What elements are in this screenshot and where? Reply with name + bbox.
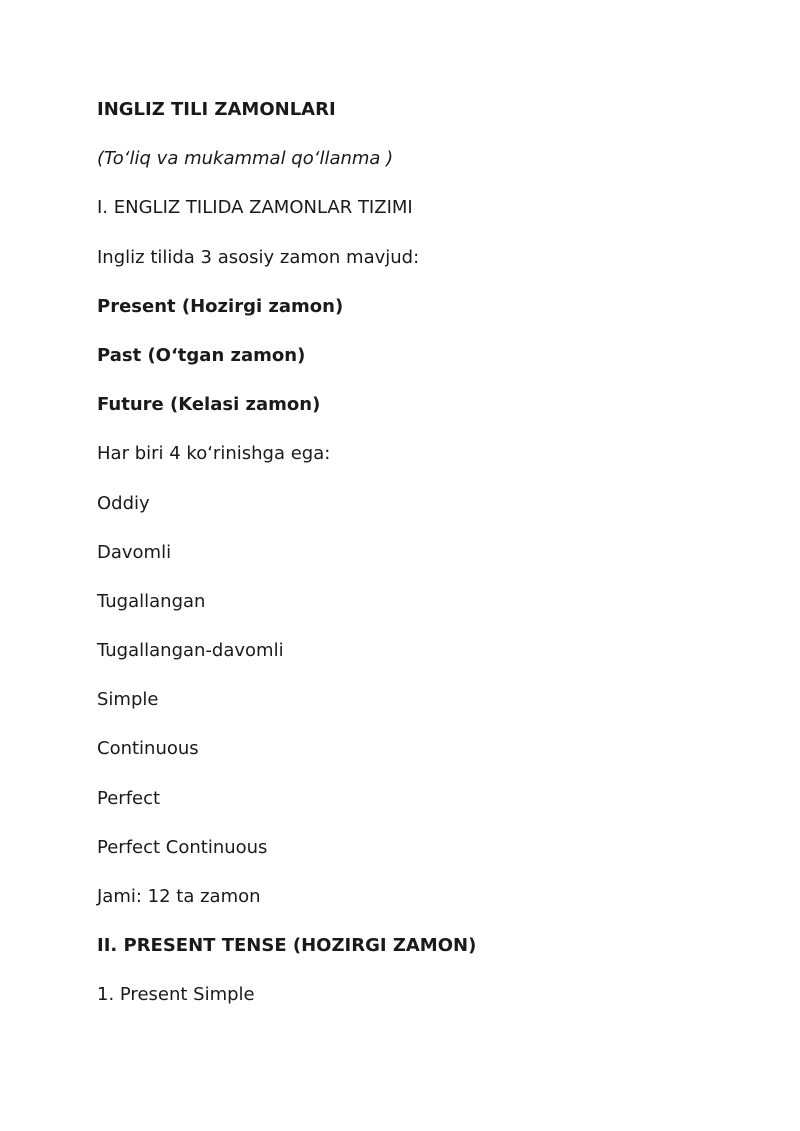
total-paragraph: Jami: 12 ta zamon: [97, 886, 261, 907]
document-body: [97, 97, 747, 1032]
section-heading-2: II. PRESENT TENSE (HOZIRGI ZAMON): [97, 935, 477, 957]
aspect-en-item: Perfect Continuous: [97, 836, 268, 858]
tense-item-present: Present (Hozirgi zamon): [97, 295, 344, 317]
intro-paragraph: Ingliz tilida 3 asosiy zamon mavjud:: [97, 246, 420, 268]
section-heading-1: I. ENGLIZ TILIDA ZAMONLAR TIZIMI: [97, 197, 413, 219]
subsection-heading: 1. Present Simple: [97, 984, 255, 1006]
aspect-uz-item: Davomli: [97, 541, 172, 563]
aspects-intro-paragraph: Har biri 4 ko‘rinishga ega:: [97, 443, 331, 465]
aspect-en-item: Continuous: [97, 738, 199, 760]
document-subtitle: (To‘liq va mukammal qo‘llanma ): [97, 148, 394, 170]
aspect-en-item: Simple: [97, 689, 159, 711]
tense-item-future: Future (Kelasi zamon): [97, 394, 321, 416]
aspect-en-item: Perfect: [97, 787, 161, 809]
aspect-uz-item: Tugallangan-davomli: [97, 640, 284, 662]
aspect-uz-item: Tugallangan: [97, 590, 206, 612]
tense-item-past: Past (O‘tgan zamon): [97, 344, 306, 366]
document-title: INGLIZ TILI ZAMONLARI: [97, 99, 336, 120]
aspect-uz-item: Oddiy: [97, 492, 150, 514]
